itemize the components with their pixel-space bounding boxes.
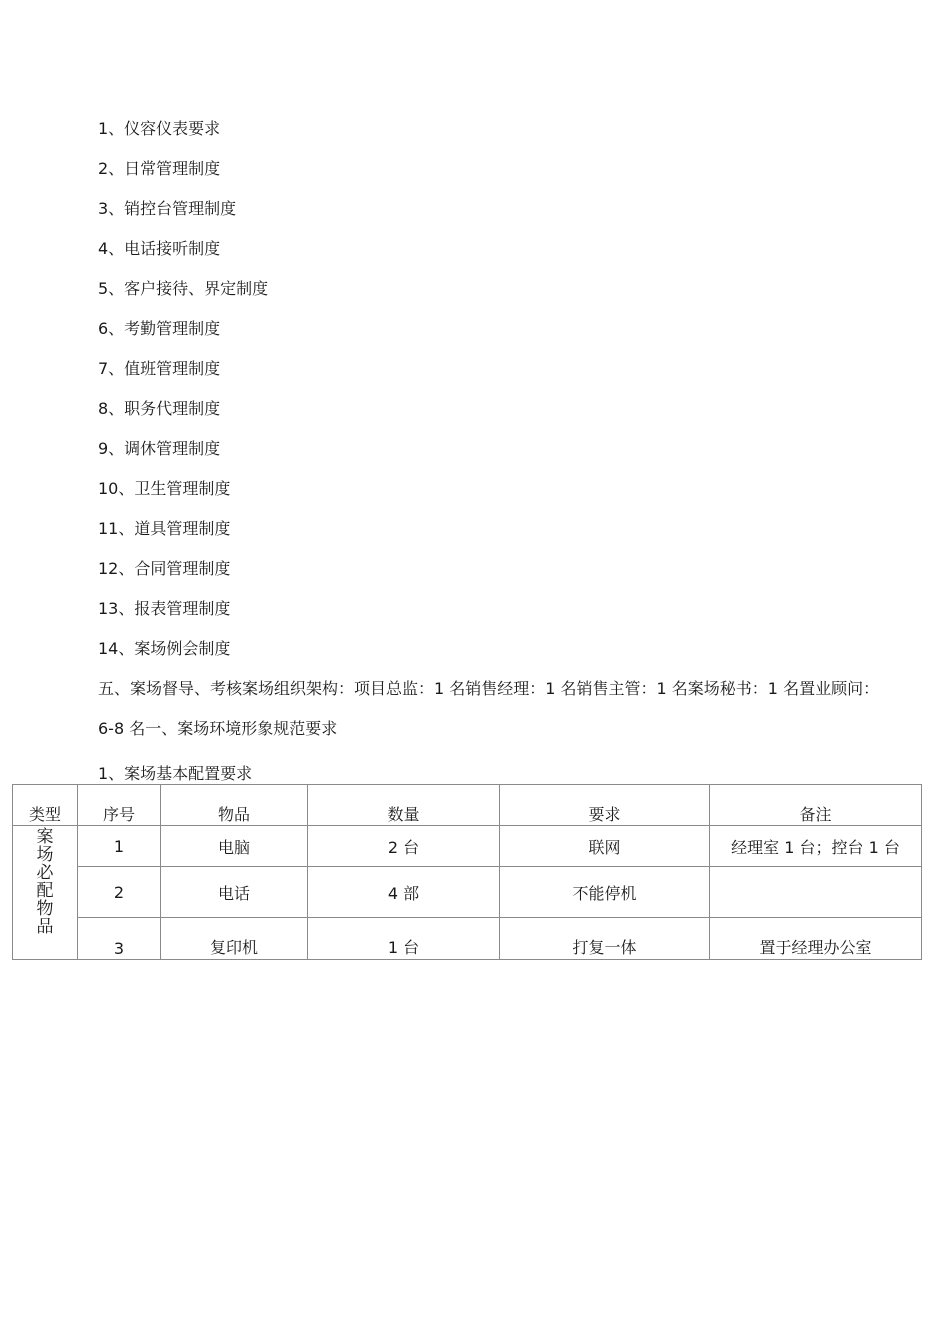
header-req: 要求	[500, 785, 710, 826]
table-row	[13, 867, 922, 918]
cell-seq-text: 3	[113, 939, 125, 958]
table-row	[13, 826, 922, 867]
cell-qty: 2 台	[308, 826, 500, 867]
cell-seq: 2	[78, 867, 161, 918]
table-header-row	[13, 785, 922, 826]
list-item: 8、职务代理制度	[98, 399, 221, 418]
cell-note	[710, 867, 922, 918]
list-item: 3、销控台管理制度	[98, 199, 237, 218]
cell-item: 电脑	[161, 826, 308, 867]
list-item: 9、调休管理制度	[98, 439, 221, 458]
header-item: 物品	[161, 785, 308, 826]
cell-req	[500, 918, 710, 960]
header-note: 备注	[710, 785, 922, 826]
cell-seq	[78, 918, 161, 960]
cell-item	[161, 918, 308, 960]
cell-note-text: 置于经理办公室	[759, 938, 872, 957]
list-item: 5、客户接待、界定制度	[98, 279, 269, 298]
header-qty: 数量	[308, 785, 500, 826]
org-structure-paragraph: 五、案场督导、考核案场组织架构：项目总监：1 名销售经理：1 名销售主管：1 名案场秘书：1 名置业顾问：	[98, 679, 880, 698]
list-item: 2、日常管理制度	[98, 159, 221, 178]
config-table	[12, 784, 922, 960]
list-item: 7、值班管理制度	[98, 359, 221, 378]
cell-qty	[308, 918, 500, 960]
list-item: 11、道具管理制度	[98, 519, 231, 538]
cell-item: 电话	[161, 867, 308, 918]
type-label: 案场必配物品	[36, 827, 54, 937]
list-item: 6、考勤管理制度	[98, 319, 221, 338]
cell-qty: 4 部	[308, 867, 500, 918]
list-item: 12、合同管理制度	[98, 559, 231, 578]
section-heading-paragraph: 6-8 名一、案场环境形象规范要求	[98, 719, 338, 738]
list-item: 14、案场例会制度	[98, 639, 231, 658]
header-seq: 序号	[78, 785, 161, 826]
cell-seq: 1	[78, 826, 161, 867]
cell-req-text: 打复一体	[572, 938, 637, 957]
cell-req: 不能停机	[500, 867, 710, 918]
cell-item-text: 复印机	[209, 938, 258, 957]
table-row	[13, 918, 922, 960]
regulation-list	[98, 118, 268, 678]
cell-note	[710, 918, 922, 960]
header-type: 类型	[13, 785, 78, 826]
cell-note: 经理室 1 台；控台 1 台	[710, 826, 922, 867]
list-item: 4、电话接听制度	[98, 239, 221, 258]
cell-qty-text: 1 台	[387, 938, 420, 957]
type-cell	[13, 826, 78, 960]
cell-req: 联网	[500, 826, 710, 867]
list-item: 10、卫生管理制度	[98, 479, 231, 498]
list-item: 1、仪容仪表要求	[98, 119, 221, 138]
list-item: 13、报表管理制度	[98, 599, 231, 618]
table-caption: 1、案场基本配置要求	[98, 764, 253, 783]
